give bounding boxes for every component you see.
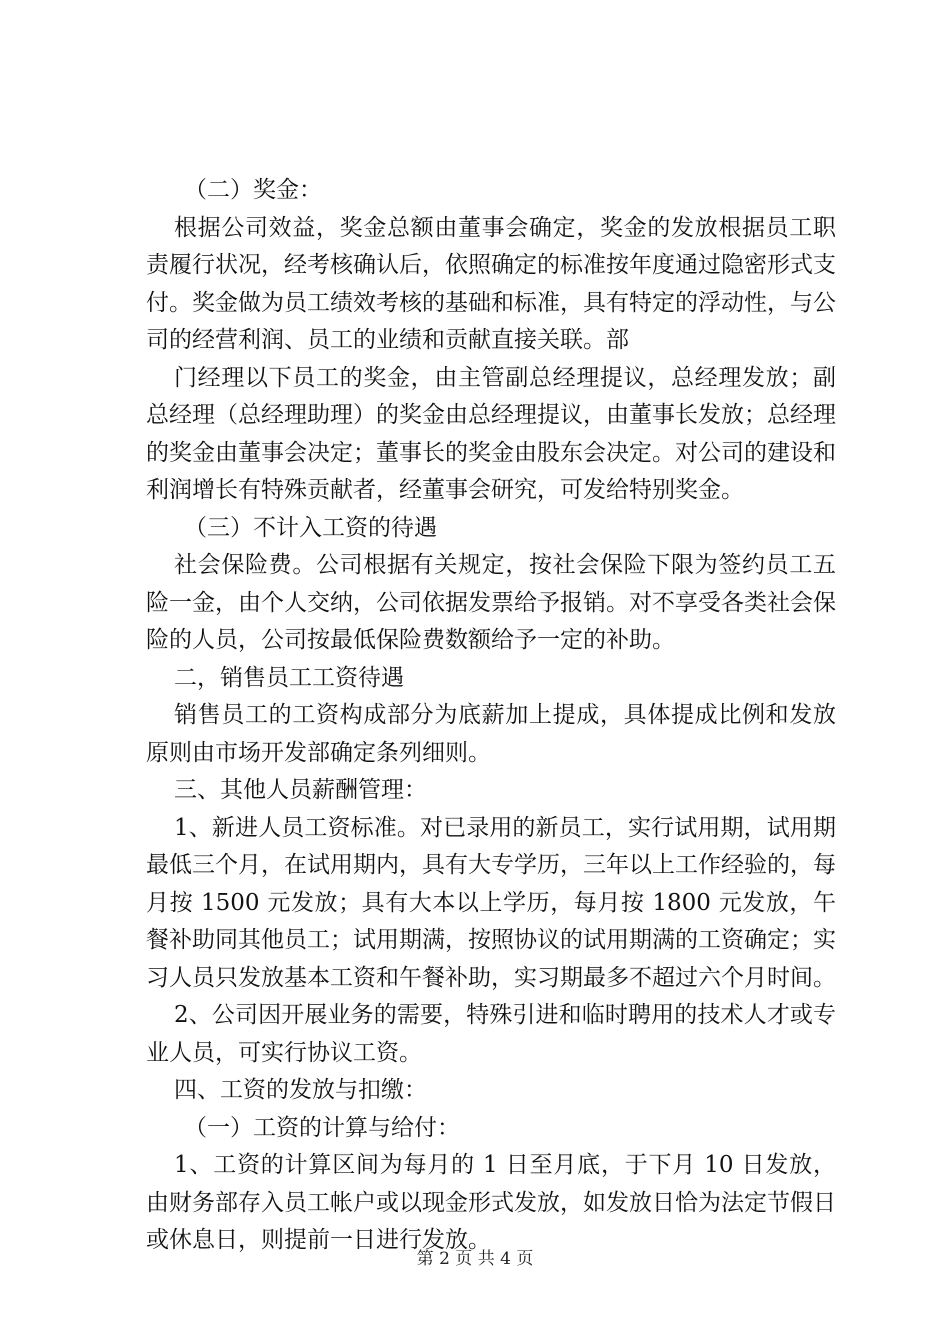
paragraph-negotiated-wages: 2、公司因开展业务的需要，特殊引进和临时聘用的技术人才或专业人员，可实行协议工资。	[146, 1002, 836, 1066]
paragraph-sales-wages: 销售员工的工资构成部分为底薪加上提成，具体提成比例和发放原则由市场开发部确定条列细则。	[146, 702, 836, 766]
section-heading-bonus: （二）奖金：	[184, 177, 322, 203]
document-body	[146, 172, 836, 1260]
paragraph-new-staff-wages: 1、新进人员工资标准。对已录用的新员工，实行试用期，试用期最低三个月，在试用期内，具有大专学历，三年以上工作经验的，每月按 1500 元发放；具有大本以上学历，每月按 1800 元发放，午餐补助同其他员工；试用期满，按照协议的试用期满的工资确定；实习人员只发放基本工资和午餐补助，实习期最多不超过六个月时间。	[146, 814, 836, 991]
paragraph-bonus-rules: 根据公司效益，奖金总额由董事会确定，奖金的发放根据员工职责履行状况，经考核确认后，依照确定的标准按年度通过隐密形式支付。奖金做为员工绩效考核的基础和标准，具有特定的浮动性，与公司的经营利润、员工的业绩和贡献直接关联。部	[146, 214, 836, 353]
paragraph-wage-period: 1、工资的计算区间为每月的 1 日至月底，于下月 10 日发放，由财务部存入员工帐户或以现金形式发放，如发放日恰为法定节假日或休息日，则提前一日进行发放。	[146, 1152, 836, 1253]
page-number-footer: 第 2 页 共 4 页	[416, 1249, 534, 1269]
section-heading-payment-deduction: 四、工资的发放与扣缴：	[174, 1077, 427, 1103]
paragraph-bonus-approval: 门经理以下员工的奖金，由主管副总经理提议，总经理发放；副总经理（总经理助理）的奖金由总经理提议，由董事长发放；总经理的奖金由董事会决定；董事长的奖金由股东会决定。对公司的建设和利润增长有特殊贡献者，经董事会研究，可发给特别奖金。	[146, 364, 836, 503]
section-heading-other-staff: 三、其他人员薪酬管理：	[174, 777, 427, 803]
section-heading-sales-wages: 二，销售员工工资待遇	[174, 664, 404, 691]
paragraph-social-insurance: 社会保险费。公司根据有关规定，按社会保险下限为签约员工五险一金，由个人交纳，公司依据发票给予报销。对不享受各类社会保险的人员，公司按最低保险费数额给予一定的补助。	[146, 552, 836, 653]
section-heading-non-wage-benefits: （三）不计入工资的待遇	[184, 514, 437, 541]
section-heading-wage-calculation: （一）工资的计算与给付：	[184, 1114, 460, 1141]
